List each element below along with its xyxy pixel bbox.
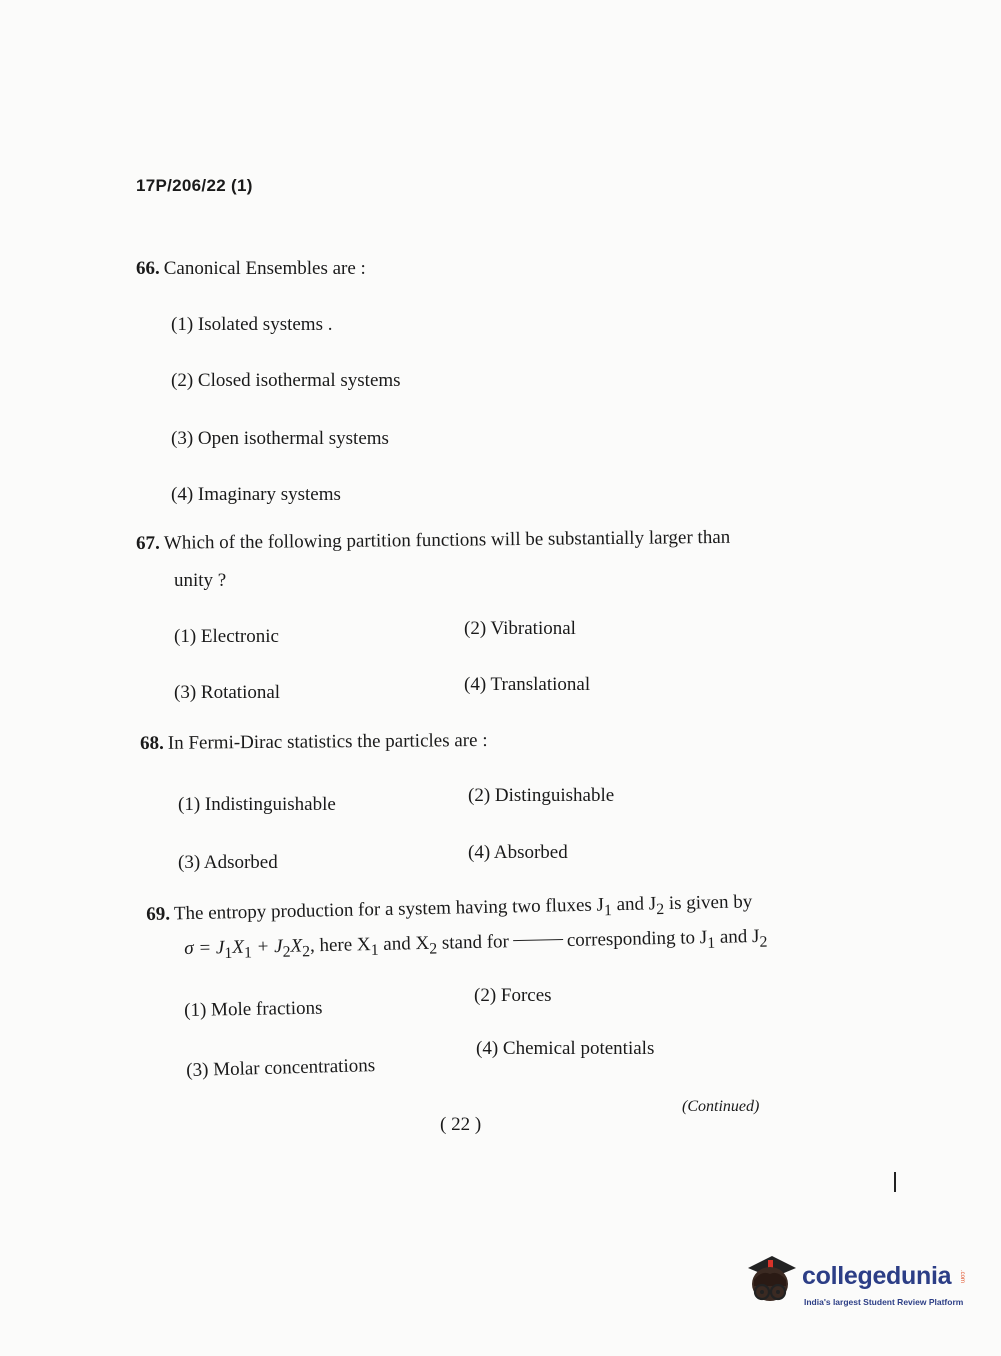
option-66-3: (3) Open isothermal systems (171, 428, 389, 449)
question-text: The entropy production for a system having two fluxes $J_1$ and $J_2$ is given by (173, 891, 753, 925)
question-text: In Fermi-Dirac statistics the particles are : (167, 729, 488, 754)
question-text-continued: unity ? (174, 570, 227, 591)
student-mascot-icon (742, 1250, 800, 1310)
option-69-1: (1) Mole fractions (184, 997, 323, 1021)
question-68 (140, 730, 488, 755)
option-66-1: (1) Isolated systems . (171, 314, 333, 335)
option-68-1: (1) Indistinguishable (178, 794, 336, 815)
question-number: 66. (136, 258, 160, 279)
option-66-4: (4) Imaginary systems (171, 484, 341, 505)
option-67-4: (4) Translational (464, 674, 591, 695)
question-text: Canonical Ensembles are : (163, 258, 366, 279)
question-number: 69. (146, 903, 171, 925)
page-number: ( 22 ) (440, 1114, 482, 1135)
logo-wordmark: collegedunia (802, 1262, 952, 1290)
option-68-2: (2) Distinguishable (468, 785, 615, 806)
option-67-3: (3) Rotational (174, 682, 281, 703)
option-67-2: (2) Vibrational (464, 618, 576, 639)
question-number: 68. (140, 732, 164, 754)
continued-label: (Continued) (682, 1098, 760, 1115)
option-69-3: (3) Molar concentrations (186, 1055, 376, 1081)
option-68-4: (4) Absorbed (468, 842, 568, 863)
collegedunia-logo (742, 1250, 972, 1320)
exam-code: 17P/206/22 (1) (136, 176, 253, 195)
question-text: Which of the following partition functions will be substantially larger than (163, 526, 731, 554)
question-69 (146, 891, 753, 929)
option-69-4: (4) Chemical potentials (476, 1038, 655, 1059)
question-number: 67. (136, 532, 160, 554)
question-67 (136, 527, 730, 555)
option-68-3: (3) Adsorbed (178, 852, 278, 873)
question-66 (136, 258, 366, 280)
logo-suffix: .com (959, 1270, 965, 1284)
logo-tagline: India's largest Student Review Platform (804, 1297, 964, 1307)
scan-edge-mark (894, 1172, 896, 1192)
option-67-1: (1) Electronic (174, 626, 279, 647)
option-69-2: (2) Forces (474, 985, 552, 1006)
answer-blank (513, 939, 563, 941)
option-66-2: (2) Closed isothermal systems (171, 370, 401, 391)
question-text-equation: $\sigma = J_1X_1 + J_2X_2$, here $X_1$ and $X_2$ stand for corresponding to $J_1$ and $J_2$ (184, 925, 768, 962)
